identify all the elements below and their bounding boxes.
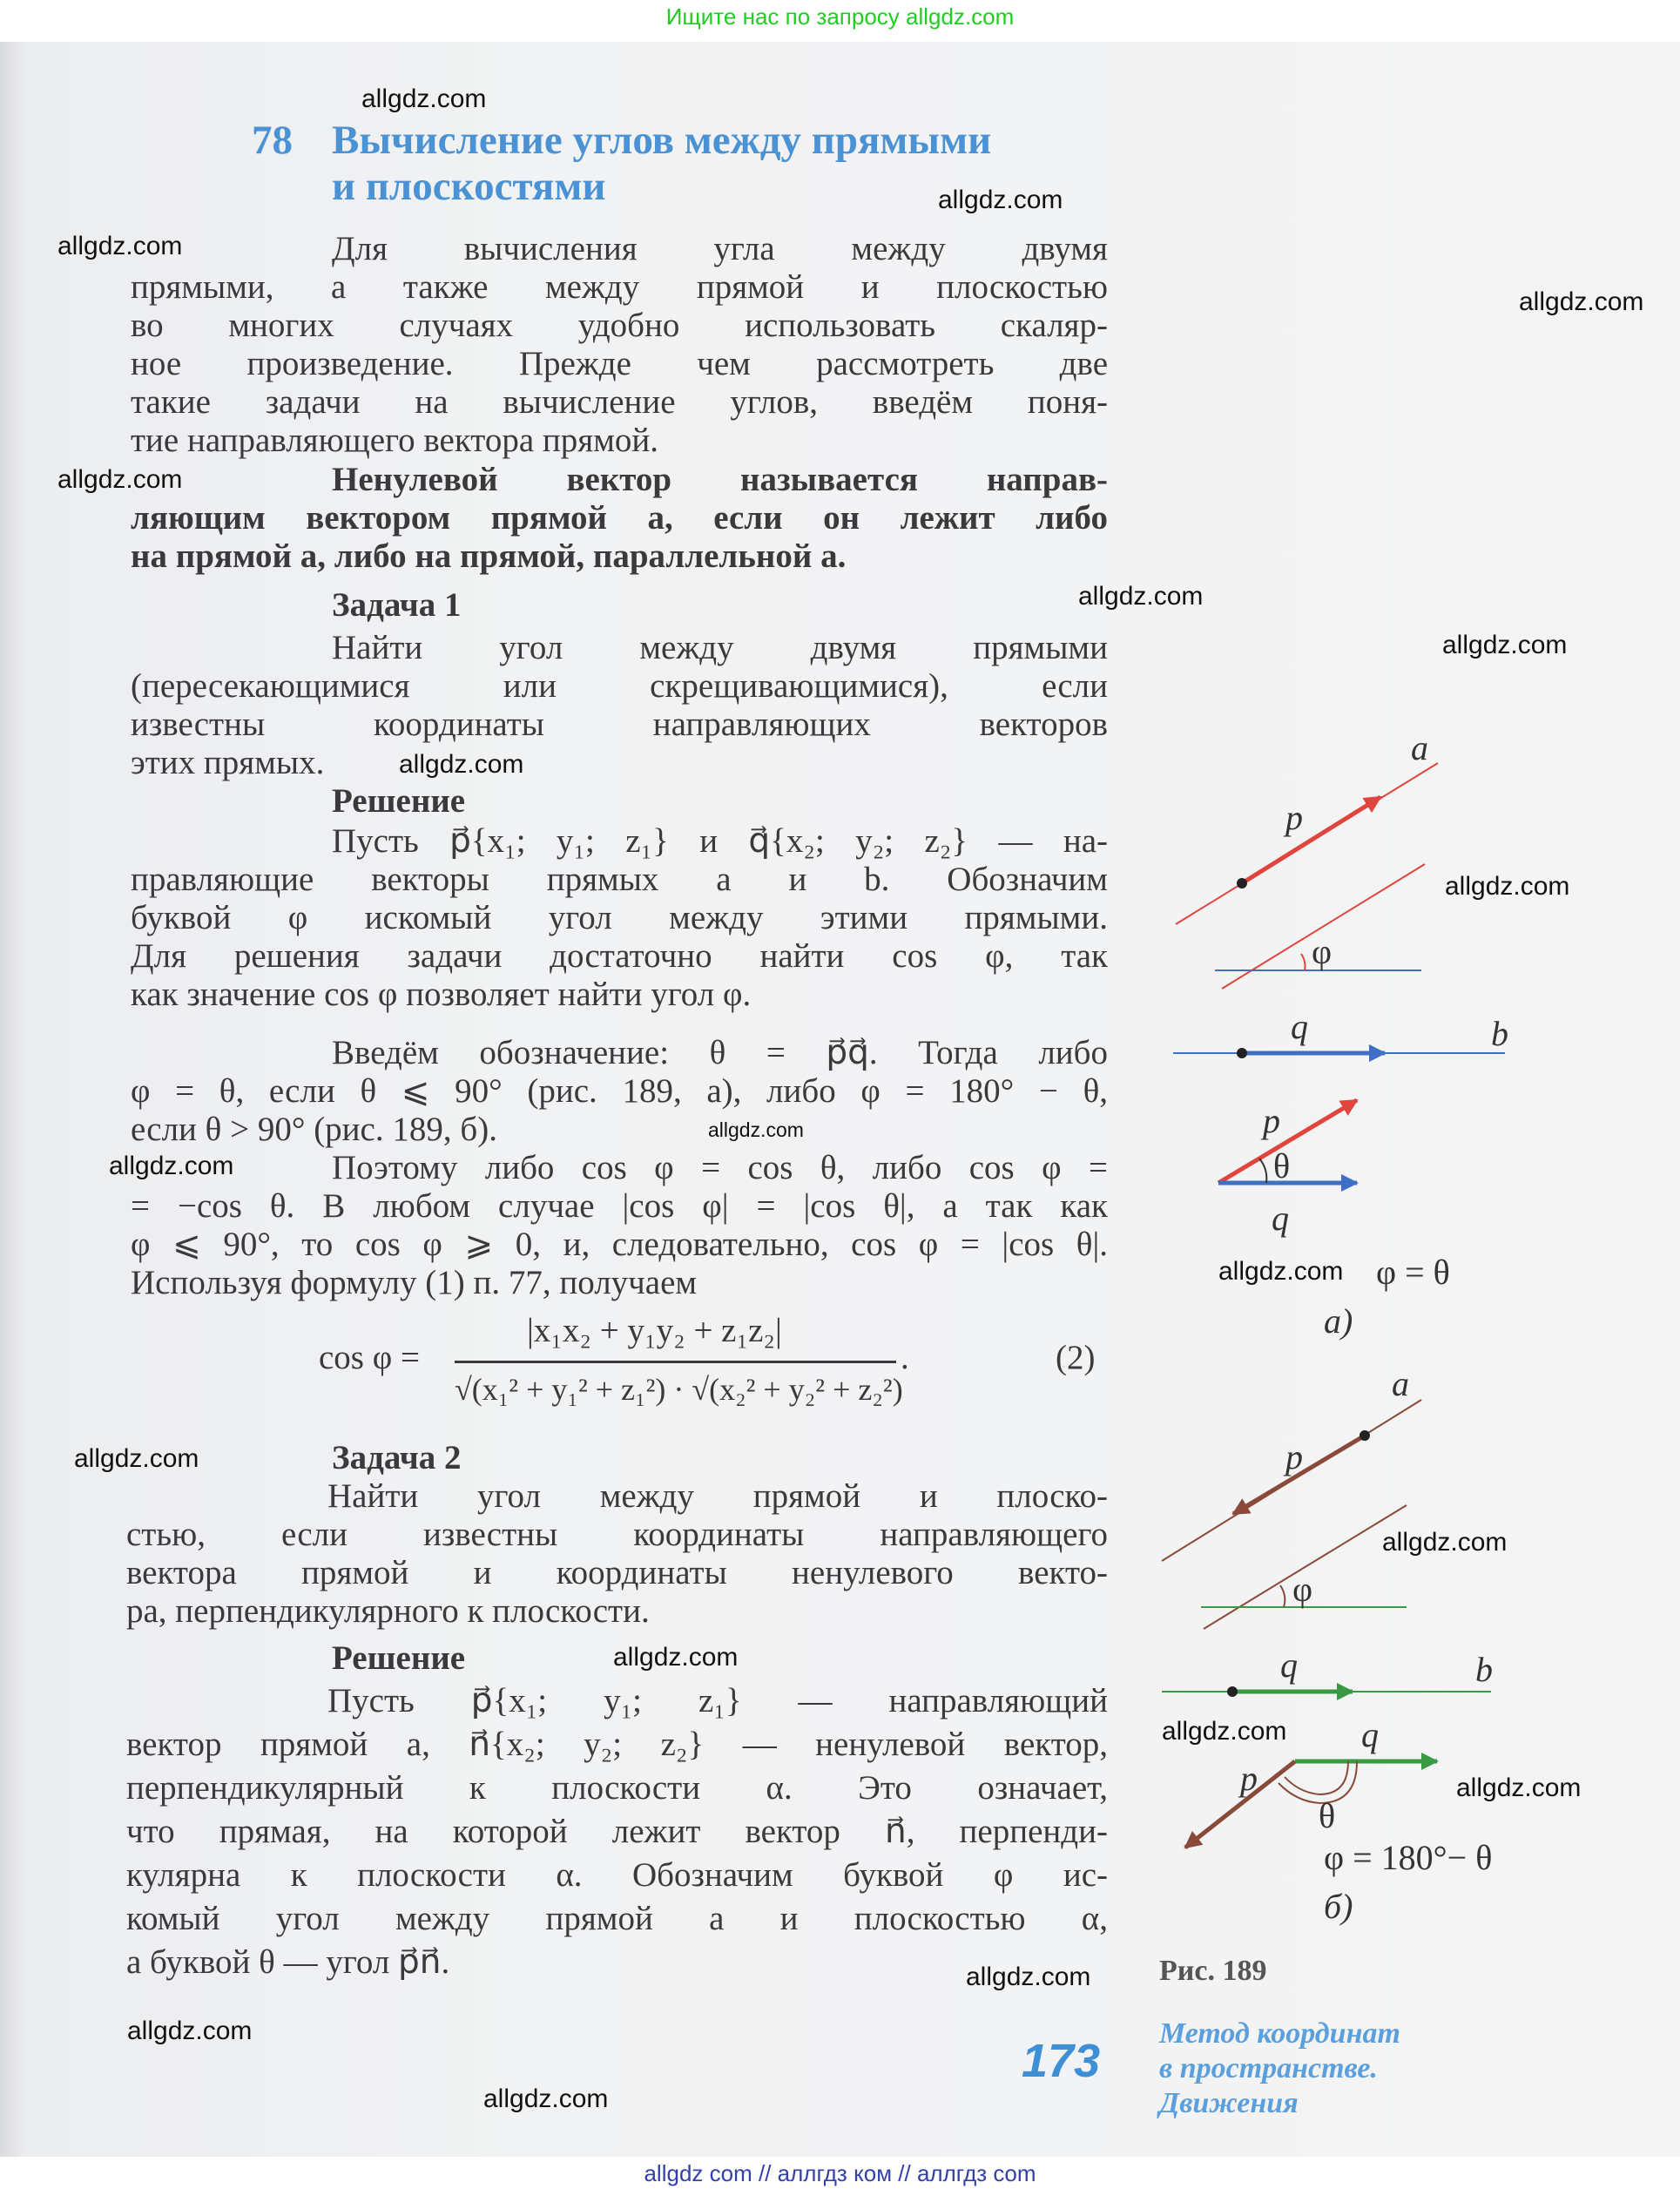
text-line: Пусть p⃗{x₁; y₁; z₁} и q⃗{x₂; y₂; z₂} — на- bbox=[332, 822, 1108, 860]
formula-lhs: cos φ = bbox=[319, 1339, 420, 1376]
text-line: прямыми, а также между прямой и плоскостью bbox=[131, 268, 1108, 306]
label-q: q⃗ bbox=[1280, 1645, 1326, 1685]
text-line: Используя формулу (1) п. 77, получаем bbox=[131, 1264, 698, 1301]
text-line: вектора прямой и координаты ненулевого векто- bbox=[126, 1554, 1108, 1591]
text-line: φ ⩽ 90°, то cos φ ⩾ 0, и, следовательно, cos φ = |cos θ|. bbox=[131, 1226, 1108, 1263]
footer-links[interactable]: allgdz com // аллгдз ком // аллгдз com bbox=[644, 2160, 1036, 2186]
label-b: b bbox=[1491, 1014, 1508, 1053]
point bbox=[1227, 1686, 1238, 1697]
watermark: allgdz.com bbox=[708, 1118, 804, 1141]
solution2-heading: Решение bbox=[332, 1639, 466, 1677]
watermark: allgdz.com bbox=[966, 1963, 1091, 1991]
text-line: такие задачи на вычисление углов, введём поня- bbox=[131, 383, 1108, 421]
text-line: = −cos θ. В любом случае |cos φ| = |cos θ|, а так как bbox=[131, 1187, 1108, 1225]
label-theta: θ bbox=[1319, 1796, 1336, 1835]
caption-b-formula: φ = 180°− θ bbox=[1324, 1838, 1493, 1877]
label-a: a bbox=[1411, 728, 1428, 767]
label-theta: θ bbox=[1273, 1146, 1291, 1186]
label-phi: φ bbox=[1312, 932, 1333, 971]
watermark: allgdz.com bbox=[57, 465, 183, 494]
section-number: 78 bbox=[252, 118, 293, 163]
watermark: allgdz.com bbox=[483, 2084, 609, 2113]
label-a: a bbox=[1392, 1364, 1409, 1403]
text-line: Пусть p⃗{x₁; y₁; z₁} — направляющий bbox=[327, 1682, 1108, 1719]
text-line: известны координаты направляющих векторов bbox=[131, 706, 1108, 743]
watermark: allgdz.com bbox=[1218, 1257, 1344, 1286]
text-line: Для вычисления угла между двумя bbox=[332, 230, 1108, 267]
watermark: allgdz.com bbox=[1519, 287, 1644, 316]
watermark: allgdz.com bbox=[361, 84, 487, 113]
point bbox=[1237, 1048, 1247, 1058]
watermark: allgdz.com bbox=[109, 1152, 234, 1180]
formula-numerator: |x₁x₂ + y₁y₂ + z₁z₂| bbox=[527, 1312, 782, 1349]
text-line: этих прямых. bbox=[131, 744, 325, 781]
page-number: 173 bbox=[1022, 2035, 1101, 2087]
label-phi: φ bbox=[1292, 1570, 1313, 1609]
figure-a bbox=[1173, 728, 1508, 1341]
text-line: что прямая, на которой лежит вектор n⃗, перпенди- bbox=[126, 1813, 1108, 1850]
chapter-note-line2: в пространстве. bbox=[1159, 2052, 1378, 2084]
text-line: Введём обозначение: θ = p⃗q⃗. Тогда либо bbox=[332, 1034, 1108, 1071]
watermark: allgdz.com bbox=[1456, 1773, 1582, 1802]
label-q: q⃗ bbox=[1272, 1199, 1317, 1238]
figure-title: Рис. 189 bbox=[1159, 1955, 1267, 1987]
label-q: q⃗ bbox=[1291, 1007, 1336, 1046]
formula-number: (2) bbox=[1056, 1339, 1096, 1376]
angle-phi-arc bbox=[1280, 1585, 1285, 1607]
watermark: allgdz.com bbox=[938, 186, 1063, 214]
formula-dot: . bbox=[901, 1339, 909, 1376]
watermark: allgdz.com bbox=[127, 2017, 253, 2045]
watermark: allgdz.com bbox=[57, 232, 183, 260]
section-title-line2: и плоскостями bbox=[332, 164, 606, 209]
label-q: q⃗ bbox=[1361, 1715, 1407, 1754]
text-line: если θ > 90° (рис. 189, б). bbox=[131, 1111, 497, 1148]
watermark: allgdz.com bbox=[1382, 1528, 1508, 1557]
text-line: ра, перпендикулярного к плоскости. bbox=[126, 1592, 650, 1630]
text-line: а буквой θ — угол p⃗n⃗. bbox=[126, 1943, 450, 1981]
text-line: во многих случаях удобно использовать скаляр- bbox=[131, 307, 1108, 344]
text-line: как значение cos φ позволяет найти угол φ. bbox=[131, 976, 752, 1013]
formula-denominator: √(x₁² + y₁² + z₁²) · √(x₂² + y₂² + z₂²) bbox=[455, 1372, 903, 1407]
text-line: тие направляющего вектора прямой. bbox=[131, 422, 659, 459]
label-b: b bbox=[1475, 1650, 1493, 1689]
chapter-note-line3: Движения bbox=[1159, 2087, 1299, 2119]
angle-theta-arc bbox=[1259, 1159, 1266, 1183]
watermark: allgdz.com bbox=[399, 750, 524, 779]
text-line: Найти угол между двумя прямыми bbox=[332, 629, 1108, 666]
watermark: allgdz.com bbox=[1442, 631, 1568, 659]
watermark: allgdz.com bbox=[1445, 872, 1570, 901]
section-title-line1: Вычисление углов между прямыми bbox=[332, 118, 992, 163]
label-p: p⃗ bbox=[1285, 798, 1331, 837]
text-line: φ = θ, если θ ⩽ 90° (рис. 189, а), либо φ = 180° − θ, bbox=[131, 1072, 1108, 1110]
text-line: кулярна к плоскости α. Обозначим буквой φ ис- bbox=[126, 1856, 1108, 1894]
watermark: allgdz.com bbox=[613, 1643, 739, 1672]
label-p: p⃗ bbox=[1263, 1101, 1308, 1140]
text-line: Найти угол между прямой и плоско- bbox=[327, 1477, 1108, 1515]
point bbox=[1237, 878, 1247, 888]
watermark: allgdz.com bbox=[74, 1444, 199, 1473]
text-line: Ненулевой вектор называется направ- bbox=[332, 461, 1108, 498]
text-line: Поэтому либо cos φ = cos θ, либо cos φ = bbox=[332, 1149, 1108, 1186]
point bbox=[1360, 1430, 1370, 1441]
text-line: вектор прямой a, n⃗{x₂; y₂; z₂} — ненулевой вектор, bbox=[126, 1726, 1108, 1763]
watermark: allgdz.com bbox=[1162, 1717, 1287, 1746]
caption-a: а) bbox=[1324, 1301, 1353, 1341]
text-line: Для решения задачи достаточно найти cos φ, так bbox=[131, 937, 1108, 975]
text-line: буквой φ искомый угол между этими прямыми. bbox=[131, 899, 1108, 936]
watermark: allgdz.com bbox=[1078, 582, 1204, 611]
label-p: p⃗ bbox=[1285, 1437, 1331, 1476]
angle-theta-arc bbox=[1285, 1761, 1348, 1794]
text-line: комый угол между прямой a и плоскостью α, bbox=[126, 1900, 1108, 1937]
figure-b bbox=[1162, 1364, 1493, 1926]
label-p: p⃗ bbox=[1240, 1759, 1285, 1798]
text-line: перпендикулярный к плоскости α. Это означает, bbox=[126, 1769, 1108, 1807]
text-line: правляющие векторы прямых a и b. Обозначим bbox=[131, 861, 1108, 898]
line-a-parallel bbox=[1204, 1505, 1407, 1629]
text-line: на прямой a, либо на прямой, параллельной a. bbox=[131, 537, 847, 575]
angle-phi-arc bbox=[1301, 954, 1306, 970]
task1-heading: Задача 1 bbox=[332, 586, 462, 624]
text-line: (пересекающимися или скрещивающимися), если bbox=[131, 667, 1108, 705]
text-line: стью, если известны координаты направляющего bbox=[126, 1516, 1108, 1553]
search-banner[interactable]: Ищите нас по запросу allgdz.com bbox=[665, 3, 1015, 30]
chapter-note-line1: Метод координат bbox=[1159, 2017, 1400, 2050]
text-line: ляющим вектором прямой a, если он лежит либо bbox=[131, 499, 1108, 537]
caption-b: б) bbox=[1324, 1887, 1353, 1926]
caption-a-formula: φ = θ bbox=[1376, 1253, 1450, 1292]
solution1-heading: Решение bbox=[332, 782, 466, 820]
text-line: ное произведение. Прежде чем рассмотреть две bbox=[131, 345, 1108, 382]
task2-heading: Задача 2 bbox=[332, 1439, 462, 1476]
